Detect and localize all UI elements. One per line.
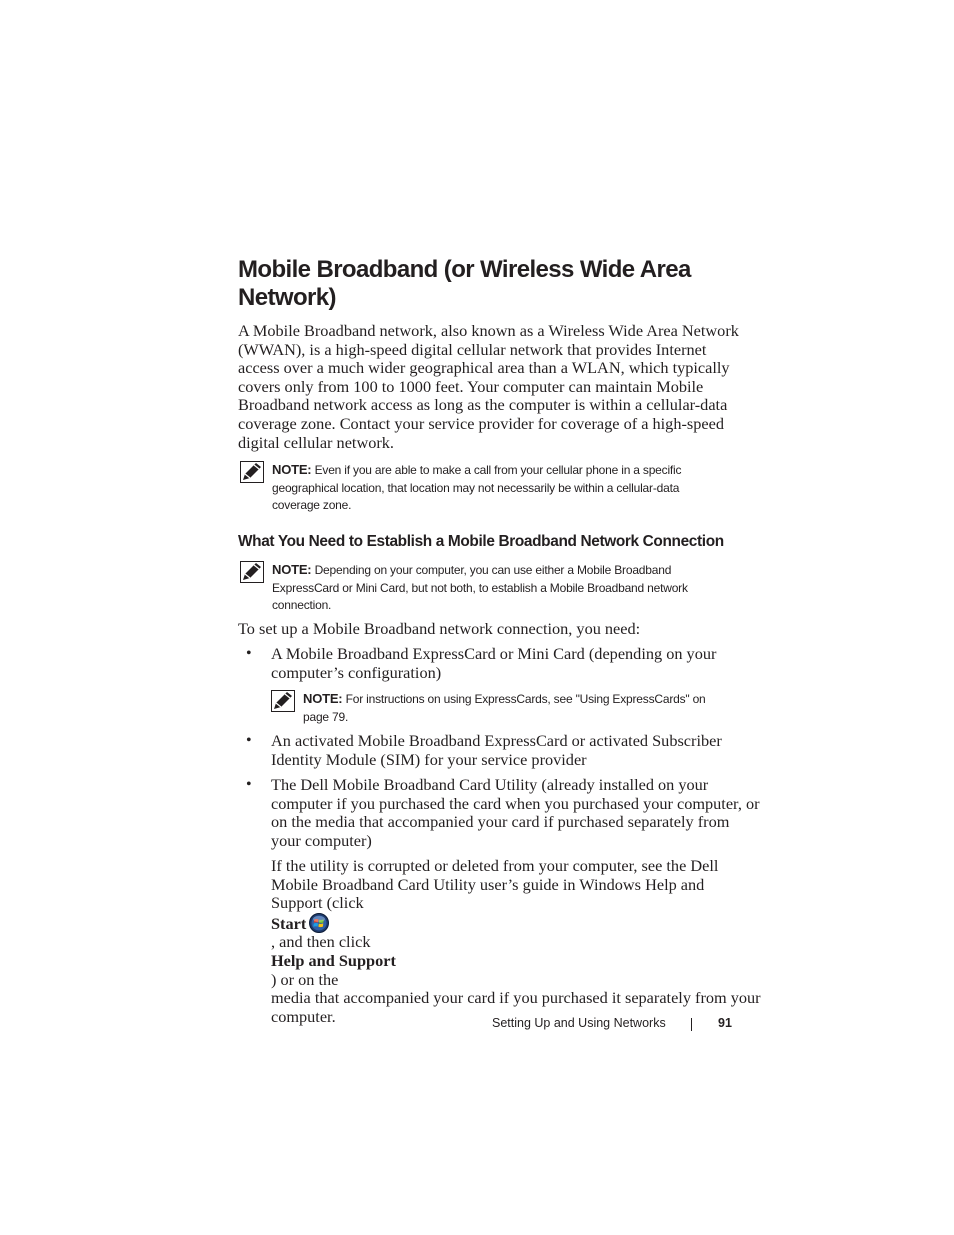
paragraph-text: Support (click <box>271 893 364 913</box>
paragraph-line: computer. <box>271 1006 336 1026</box>
utility-paragraph <box>271 856 761 1026</box>
note-line: geographical location, that location may not necessarily be within a cellular-data <box>272 480 680 495</box>
intro-line: digital cellular network. <box>238 432 394 452</box>
note-block <box>272 461 681 515</box>
intro-line: access over a much wider geographical area than a WLAN, which typically <box>238 358 730 378</box>
pencil-note-icon <box>240 461 264 483</box>
note-text: Even if you are able to make a call from your cellular phone in a specific <box>314 463 682 477</box>
list-item-line: A Mobile Broadband ExpressCard or Mini Card (depending on your <box>271 644 717 663</box>
list-item-line: computer if you purchased the card when you purchased your computer, or <box>271 793 760 813</box>
intro-line: Broadband network access as long as the computer is within a cellular-data <box>238 395 728 415</box>
pencil-note-icon <box>271 690 295 712</box>
note-label: NOTE: <box>272 462 312 477</box>
list-item-line: The Dell Mobile Broadband Card Utility (already installed on your <box>271 775 709 794</box>
bullet-glyph: • <box>246 645 252 662</box>
paragraph-line <box>271 894 741 989</box>
list-item <box>271 732 741 769</box>
list-item-line: An activated Mobile Broadband ExpressCard or activated Subscriber <box>271 731 722 750</box>
intro-line: (WWAN), is a high-speed digital cellular network that provides Internet <box>238 339 707 359</box>
list-item <box>271 645 741 682</box>
list-item-line: your computer) <box>271 830 372 850</box>
note-line <box>272 461 681 480</box>
windows-start-orb-icon <box>308 913 330 933</box>
list-item-line: computer’s configuration) <box>271 662 442 682</box>
footer-divider <box>691 1018 692 1031</box>
note-text: For instructions on using ExpressCards, see "Using ExpressCards" on <box>345 692 706 706</box>
help-and-support-label: Help and Support <box>271 950 396 970</box>
page-title-line1: Mobile Broadband (or Wireless Wide Area <box>238 256 691 283</box>
intro-line: A Mobile Broadband network, also known as a Wireless Wide Area Network <box>238 321 739 340</box>
lead-sentence: To set up a Mobile Broadband network connection, you need: <box>238 619 641 638</box>
page-number: 91 <box>718 1016 732 1030</box>
note-line: connection. <box>272 598 332 612</box>
note-block <box>272 561 688 615</box>
note-block <box>303 690 706 726</box>
note-label: NOTE: <box>272 562 312 577</box>
paragraph-text: , and then click <box>271 932 371 952</box>
footer-section-title: Setting Up and Using Networks <box>492 1016 666 1030</box>
note-line: page 79. <box>303 709 349 724</box>
paragraph-line: If the utility is corrupted or deleted from your computer, see the Dell <box>271 856 719 875</box>
intro-paragraph <box>238 322 738 452</box>
note-line <box>272 561 688 580</box>
note-line: coverage zone. <box>272 498 352 512</box>
intro-line: covers only from 100 to 1000 feet. Your computer can maintain Mobile <box>238 376 704 396</box>
intro-line: coverage zone. Contact your service provider for coverage of a high-speed <box>238 413 724 433</box>
note-text: Depending on your computer, you can use either a Mobile Broadband <box>314 563 672 577</box>
bullet-glyph: • <box>246 732 252 749</box>
start-label: Start <box>271 913 307 933</box>
paragraph-line: Mobile Broadband Card Utility user’s guide in Windows Help and <box>271 874 705 894</box>
paragraph-line: media that accompanied your card if you purchased it separately from your <box>271 988 761 1008</box>
list-item <box>271 775 760 850</box>
note-line <box>303 690 706 709</box>
list-item-line: Identity Module (SIM) for your service provider <box>271 749 587 769</box>
pencil-note-icon <box>240 561 264 583</box>
page-title-line2: Network) <box>238 284 336 311</box>
list-item-line: on the media that accompanied your card if purchased separately from <box>271 812 730 832</box>
note-label: NOTE: <box>303 691 343 706</box>
note-line: ExpressCard or Mini Card, but not both, to establish a Mobile Broadband network <box>272 580 688 595</box>
page-title <box>238 256 738 312</box>
bullet-glyph: • <box>246 776 252 793</box>
paragraph-text: ) or on the <box>271 969 339 989</box>
section-subheading: What You Need to Establish a Mobile Broadband Network Connection <box>238 533 724 550</box>
